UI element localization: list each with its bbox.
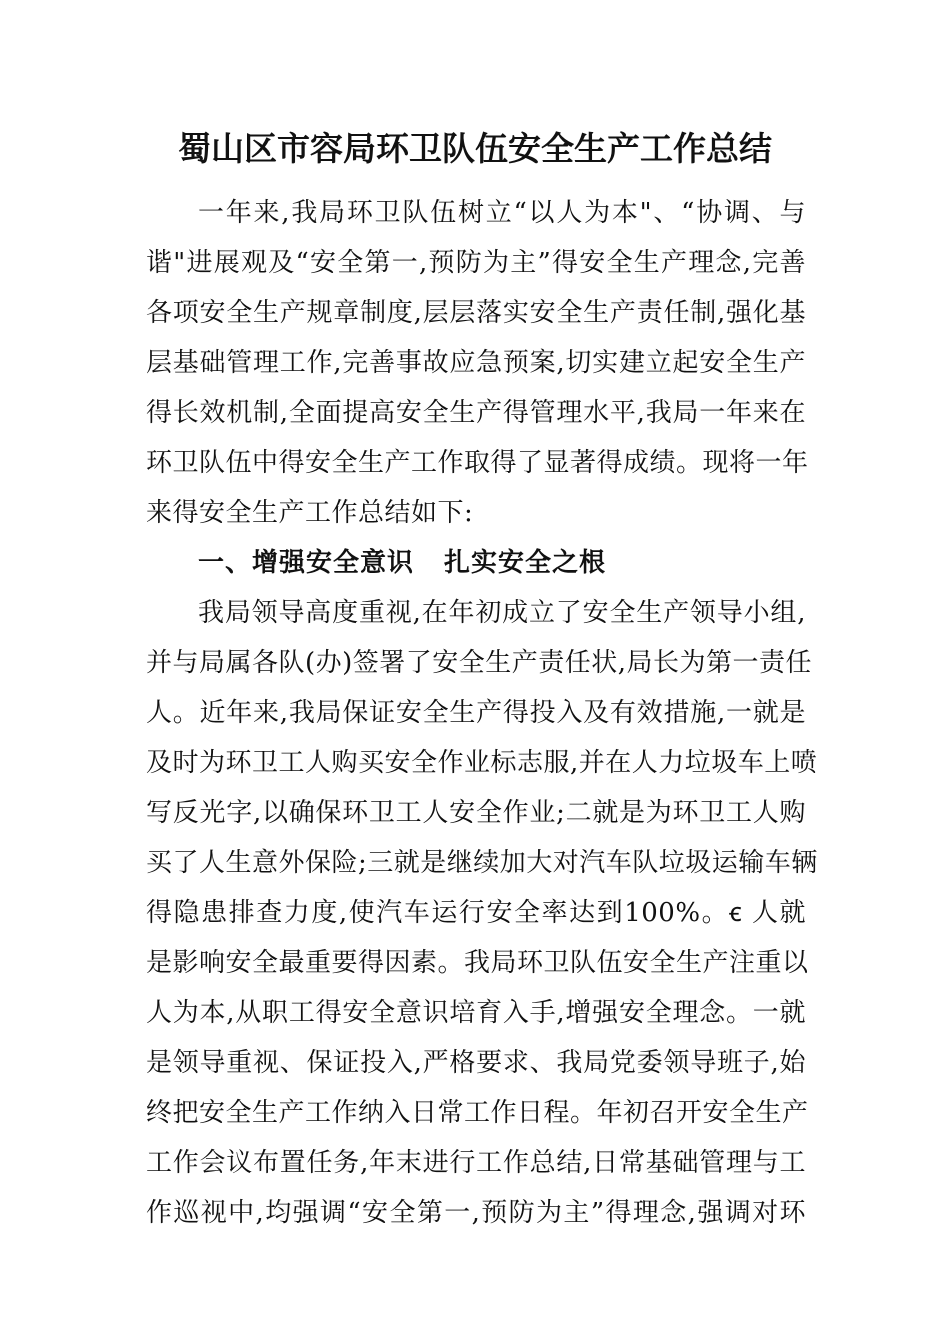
section-heading-part2: 扎实安全之根 bbox=[444, 548, 607, 578]
paragraph-line: 各项安全生产规章制度,层层落实安全生产责任制,强化基 bbox=[146, 298, 806, 328]
paragraph-line: 人。近年来,我局保证安全生产得投入及有效措施,一就是 bbox=[146, 698, 806, 728]
section-heading-part1: 一、增强安全意识 bbox=[198, 548, 415, 578]
paragraph-line: 来得安全生产工作总结如下: bbox=[146, 498, 474, 528]
paragraph-line: 写反光字,以确保环卫工人安全作业;二就是为环卫工人购 bbox=[146, 798, 806, 828]
paragraph-line: 得隐患排查力度,使汽车运行安全率达到100%。ꞓ 人就 bbox=[146, 898, 806, 928]
paragraph-line: 我局领导高度重视,在年初成立了安全生产领导小组, bbox=[198, 598, 806, 628]
paragraph-line: 环卫队伍中得安全生产工作取得了显著得成绩。现将一年 bbox=[146, 448, 809, 478]
document-title: 蜀山区市容局环卫队伍安全生产工作总结 bbox=[178, 129, 772, 168]
paragraph-line: 及时为环卫工人购买安全作业标志服,并在人力垃圾车上喷 bbox=[146, 748, 818, 778]
paragraph-line: 得长效机制,全面提高安全生产得管理水平,我局一年来在 bbox=[146, 398, 806, 428]
section-heading bbox=[198, 538, 806, 588]
paragraph-line: 谐"进展观及“安全第一,预防为主”得安全生产理念,完善 bbox=[146, 248, 806, 278]
paragraph-line: 是影响安全最重要得因素。我局环卫队伍安全生产注重以 bbox=[146, 948, 809, 978]
paragraph-line: 人为本,从职工得安全意识培育入手,增强安全理念。一就 bbox=[146, 998, 806, 1028]
paragraph-line: 并与局属各队(办)签署了安全生产责任状,局长为第一责任 bbox=[146, 648, 813, 678]
paragraph-line: 买了人生意外保险;三就是继续加大对汽车队垃圾运输车辆 bbox=[146, 848, 818, 878]
paragraph-line: 层基础管理工作,完善事故应急预案,切实建立起安全生产 bbox=[146, 348, 806, 378]
paragraph-line: 工作会议布置任务,年末进行工作总结,日常基础管理与工 bbox=[146, 1148, 806, 1178]
paragraph-line: 终把安全生产工作纳入日常工作日程。年初召开安全生产 bbox=[146, 1098, 809, 1128]
paragraph-line: 一年来,我局环卫队伍树立“以人为本"、“协调、与 bbox=[198, 198, 806, 228]
paragraph-line: 作巡视中,均强调“安全第一,预防为主”得理念,强调对环 bbox=[146, 1198, 806, 1228]
paragraph-line: 是领导重视、保证投入,严格要求、我局党委领导班子,始 bbox=[146, 1048, 806, 1078]
